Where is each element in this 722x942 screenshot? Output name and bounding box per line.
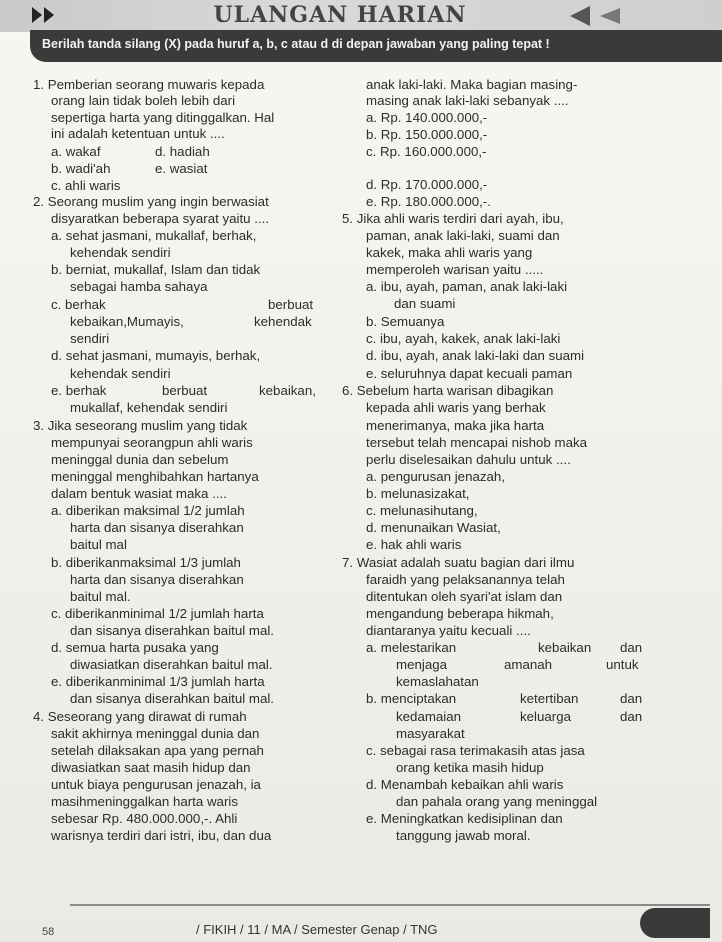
option-7b-word: masyarakat — [396, 726, 465, 741]
option-2d-cont: kehendak sendiri — [70, 366, 171, 381]
option-2c-word: kehendak — [254, 314, 312, 329]
question-4-line: 4. Seseorang yang dirawat di rumah — [33, 709, 247, 724]
option-3d-cont: diwasiatkan diserahkan baitul mal. — [70, 657, 273, 672]
option-5a-cont: dan suami — [394, 296, 456, 311]
page-number: 58 — [42, 926, 55, 938]
option-2a[interactable]: a. sehat jasmani, mukallaf, berhak, — [51, 228, 257, 243]
option-1e[interactable]: e. wasiat — [155, 161, 208, 176]
option-7a-word: kebaikan — [538, 640, 592, 655]
option-2e-cont: mukallaf, kehendak sendiri — [70, 400, 228, 415]
option-1c[interactable]: c. ahli waris — [51, 178, 121, 193]
question-5-line: 5. Jika ahli waris terdiri dari ayah, ibu, — [342, 211, 564, 226]
question-4-line: untuk biaya pengurusan jenazah, ia — [51, 777, 261, 792]
option-7d-cont: dan pahala orang yang meninggal — [396, 794, 598, 809]
option-1b[interactable]: b. wadi'ah — [51, 161, 111, 176]
footer-decoration — [640, 908, 710, 938]
option-1a[interactable]: a. wakaf — [51, 144, 101, 159]
option-2a-cont: kehendak sendiri — [70, 245, 171, 260]
option-3c[interactable]: c. diberikanminimal 1/2 jumlah harta — [51, 606, 264, 621]
option-7a[interactable]: a. melestarikan — [366, 640, 457, 655]
question-1-line: orang lain tidak boleh lebih dari — [51, 93, 236, 108]
option-6c[interactable]: c. melunasihutang, — [366, 503, 478, 518]
question-3-line: mempunyai seorangpun ahli waris — [51, 435, 253, 450]
option-5d[interactable]: d. ibu, ayah, anak laki-laki dan suami — [366, 348, 585, 363]
option-3b-cont: harta dan sisanya diserahkan — [70, 572, 244, 587]
option-3e[interactable]: e. diberikanminimal 1/3 jumlah harta — [51, 674, 265, 689]
option-7a-word: amanah — [504, 657, 553, 672]
option-7a-word: dan — [620, 640, 643, 655]
option-2c[interactable]: c. berhak — [51, 297, 106, 312]
option-7b[interactable]: b. menciptakan — [366, 691, 457, 706]
option-2c-word: kebaikan,Mumayis, — [70, 314, 184, 329]
option-4c[interactable]: c. Rp. 160.000.000,- — [366, 144, 487, 159]
question-4-line: warisnya terdiri dari istri, ibu, dan dua — [51, 828, 272, 843]
question-1-line: 1. Pemberian seorang muwaris kepada — [33, 77, 265, 92]
option-4d[interactable]: d. Rp. 170.000.000,- — [366, 177, 488, 192]
option-7c-cont: orang ketika masih hidup — [396, 760, 544, 775]
question-2-line: 2. Seorang muslim yang ingin berwasiat — [33, 194, 269, 209]
option-4e[interactable]: e. Rp. 180.000.000,-. — [366, 194, 491, 209]
option-7b-word: ketertiban — [520, 691, 579, 706]
option-2b-cont: sebagai hamba sahaya — [70, 279, 208, 294]
question-7-line: 7. Wasiat adalah suatu bagian dari ilmu — [342, 555, 575, 570]
question-6-line: tersebut telah mencapai nishob maka — [366, 435, 588, 450]
question-6-line: kepada ahli waris yang berhak — [366, 400, 546, 415]
option-7a-word: kemaslahatan — [396, 674, 479, 689]
option-6e[interactable]: e. hak ahli waris — [366, 537, 462, 552]
option-7b-word: dan — [620, 691, 643, 706]
question-4-line: sakit akhirnya meninggal dunia dan — [51, 726, 260, 741]
option-2e-word: kebaikan, — [259, 383, 316, 398]
option-2c-word: sendiri — [70, 331, 110, 346]
question-4-cont-line: masing anak laki-laki sebanyak .... — [366, 93, 569, 108]
option-3a[interactable]: a. diberikan maksimal 1/2 jumlah — [51, 503, 245, 518]
question-1-line: sepertiga harta yang ditinggalkan. Hal — [51, 110, 275, 125]
option-7a-word: menjaga — [396, 657, 448, 672]
page-title: ULANGAN HARIAN — [213, 2, 467, 28]
option-3b[interactable]: b. diberikanmaksimal 1/3 jumlah — [51, 555, 241, 570]
option-3e-cont: dan sisanya diserahkan baitul mal. — [70, 691, 275, 706]
question-5-line: kakek, maka ahli waris yang — [366, 245, 533, 260]
question-7-line: faraidh yang pelaksanannya telah — [366, 572, 565, 587]
option-7b-word: keluarga — [520, 709, 572, 724]
instruction-banner — [30, 30, 722, 62]
option-2e[interactable]: e. berhak — [51, 383, 107, 398]
option-2d[interactable]: d. sehat jasmani, mumayis, berhak, — [51, 348, 261, 363]
option-3c-cont: dan sisanya diserahkan baitul mal. — [70, 623, 275, 638]
option-2c-word: berbuat — [268, 297, 314, 312]
question-7-line: ditentukan oleh syari'at islam dan — [366, 589, 563, 604]
header-bar — [0, 0, 722, 32]
question-6-line: 6. Sebelum harta warisan dibagikan — [342, 383, 554, 398]
option-7a-word: untuk — [606, 657, 639, 672]
question-6-line: menerimanya, maka jika harta — [366, 418, 545, 433]
question-2-line: disyaratkan beberapa syarat yaitu .... — [51, 211, 270, 226]
question-6-line: perlu diselesaikan dahulu untuk .... — [366, 452, 571, 467]
option-4b[interactable]: b. Rp. 150.000.000,- — [366, 127, 488, 142]
footer-course-info: / FIKIH / 11 / MA / Semester Genap / TNG — [196, 922, 438, 937]
instruction-text: Berilah tanda silang (X) pada huruf a, b, c atau d di depan jawaban yang paling tepat ! — [42, 37, 550, 51]
option-2e-word: berbuat — [162, 383, 208, 398]
question-3-line: meninggal dunia dan sebelum — [51, 452, 229, 467]
option-5e[interactable]: e. seluruhnya dapat kecuali paman — [366, 366, 573, 381]
question-4-line: setelah dilaksakan apa yang pernah — [51, 743, 264, 758]
question-3-line: dalam bentuk wasiat maka .... — [51, 486, 227, 501]
option-6d[interactable]: d. menunaikan Wasiat, — [366, 520, 501, 535]
option-5c[interactable]: c. ibu, ayah, kakek, anak laki-laki — [366, 331, 561, 346]
option-1d[interactable]: d. hadiah — [155, 144, 210, 159]
option-7e-cont: tanggung jawab moral. — [396, 828, 531, 843]
question-5-line: paman, anak laki-laki, suami dan — [366, 228, 560, 243]
option-3b-cont: baitul mal. — [70, 589, 131, 604]
option-4a[interactable]: a. Rp. 140.000.000,- — [366, 110, 488, 125]
option-3d[interactable]: d. semua harta pusaka yang — [51, 640, 219, 655]
option-7b-word: kedamaian — [396, 709, 462, 724]
option-6b[interactable]: b. melunasizakat, — [366, 486, 470, 501]
option-3a-cont: baitul mal — [70, 537, 127, 552]
question-3-line: meninggal menghibahkan hartanya — [51, 469, 259, 484]
question-1-line: ini adalah ketentuan untuk .... — [51, 126, 225, 141]
double-arrow-icon — [28, 4, 68, 26]
option-7d[interactable]: d. Menambah kebaikan ahli waris — [366, 777, 564, 792]
question-7-line: diantaranya yaitu kecuali .... — [366, 623, 531, 638]
question-7-line: mengandung beberapa hikmah, — [366, 606, 554, 621]
question-5-line: memperoleh warisan yaitu ..... — [366, 262, 544, 277]
question-4-line: masihmeninggalkan harta waris — [51, 794, 238, 809]
option-2b[interactable]: b. berniat, mukallaf, Islam dan tidak — [51, 262, 261, 277]
option-5b[interactable]: b. Semuanya — [366, 314, 445, 329]
footer — [0, 888, 722, 942]
footer-divider — [70, 904, 710, 906]
option-3a-cont: harta dan sisanya diserahkan — [70, 520, 244, 535]
question-4-cont-line: anak laki-laki. Maka bagian masing- — [366, 77, 578, 92]
question-4-line: diwasiatkan saat masih hidup dan — [51, 760, 251, 775]
ornament-icon — [560, 4, 640, 28]
option-5a[interactable]: a. ibu, ayah, paman, anak laki-laki — [366, 279, 568, 294]
question-4-line: sebesar Rp. 480.000.000,-. Ahli — [51, 811, 238, 826]
option-7e[interactable]: e. Meningkatkan kedisiplinan dan — [366, 811, 563, 826]
option-7b-word: dan — [620, 709, 643, 724]
option-7c[interactable]: c. sebagai rasa terimakasih atas jasa — [366, 743, 585, 758]
question-3-line: 3. Jika seseorang muslim yang tidak — [33, 418, 248, 433]
option-6a[interactable]: a. pengurusan jenazah, — [366, 469, 505, 484]
